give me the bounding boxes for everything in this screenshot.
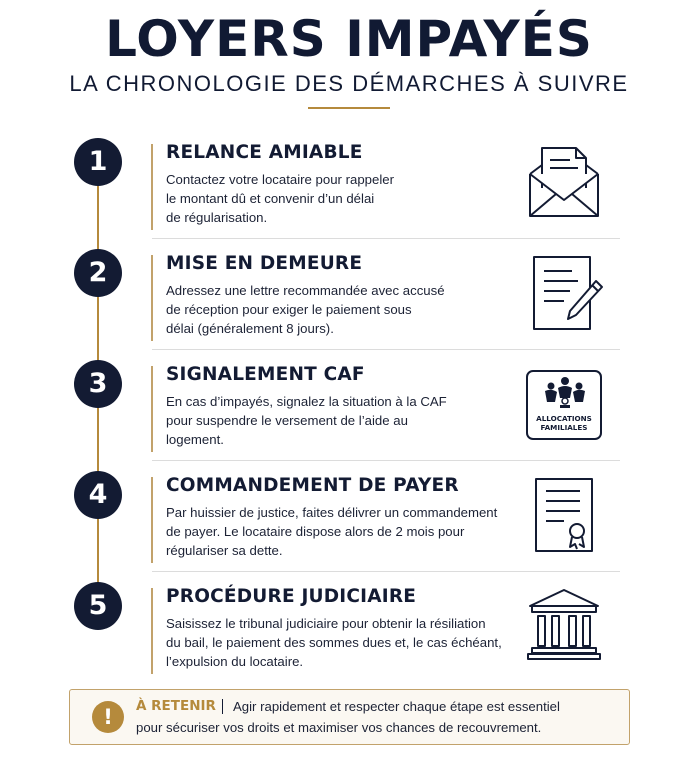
step-accent-bar: [151, 366, 153, 452]
step-separator: [152, 571, 620, 572]
step-description-line: de payer. Le locataire dispose alors de 2 mois pour: [166, 524, 465, 539]
title-divider: [308, 107, 390, 109]
page-title: LOYERS IMPAYÉS: [105, 10, 593, 68]
step-accent-bar: [151, 144, 153, 230]
step-accent-bar: [151, 588, 153, 674]
step-description-line: pour suspendre le versement de l’aide au: [166, 413, 408, 428]
step-description-line: régulariser sa dette.: [166, 543, 283, 558]
certificate-icon: [520, 475, 608, 555]
step-title: PROCÉDURE JUDICIAIRE: [166, 586, 417, 607]
step-2: [0, 247, 698, 358]
step-accent-bar: [151, 477, 153, 563]
step-description: [166, 392, 486, 449]
step-description-line: logement.: [166, 432, 224, 447]
caf-logo-icon: [526, 370, 602, 440]
courthouse-icon: [520, 586, 608, 666]
step-description-line: l’expulsion du locataire.: [166, 654, 304, 669]
caf-logo-line: FAMILIALES: [540, 423, 588, 432]
step-accent-bar: [151, 255, 153, 341]
callout-text-line: pour sécuriser vos droits et maximiser vos chances de recouvrement.: [136, 720, 542, 735]
step-description: [166, 614, 502, 671]
step-description-line: Par huissier de justice, faites délivrer un commandement: [166, 505, 498, 520]
step-title: SIGNALEMENT CAF: [166, 364, 365, 385]
step-number-badge: 5: [74, 582, 122, 630]
callout-label: À RETENIR: [136, 698, 216, 714]
step-number-badge: 3: [74, 360, 122, 408]
step-separator: [152, 349, 620, 350]
step-3: [0, 358, 698, 469]
step-description: [166, 503, 498, 560]
step-title: MISE EN DEMEURE: [166, 253, 363, 274]
step-description-line: Adressez une lettre recommandée avec accusé: [166, 283, 445, 298]
step-description: [166, 170, 486, 227]
step-description-line: Contactez votre locataire pour rappeler: [166, 172, 394, 187]
step-description-line: Saisissez le tribunal judiciaire pour obtenir la résiliation: [166, 616, 486, 631]
caf-logo-text: [528, 414, 600, 432]
page-subtitle: LA CHRONOLOGIE DES DÉMARCHES À SUIVRE: [69, 71, 629, 96]
step-5: [0, 580, 698, 691]
step-4: [0, 469, 698, 580]
step-separator: [152, 238, 620, 239]
step-description-line: délai (généralement 8 jours).: [166, 321, 334, 336]
step-number-badge: 1: [74, 138, 122, 186]
callout-text-line: Agir rapidement et respecter chaque étape est essentiel: [233, 699, 560, 714]
step-description-line: de réception pour exiger le paiement sous: [166, 302, 412, 317]
exclamation-icon: !: [92, 701, 124, 733]
document-pen-icon: [520, 253, 608, 333]
step-description-line: En cas d’impayés, signalez la situation à la CAF: [166, 394, 447, 409]
key-takeaway-callout: [69, 689, 630, 745]
callout-divider: [222, 699, 223, 714]
caf-logo-line: ALLOCATIONS: [536, 414, 592, 423]
step-description-line: le montant dû et convenir d’un délai: [166, 191, 375, 206]
step-1: [0, 136, 698, 247]
family-figures-icon: [542, 376, 588, 410]
step-number-badge: 4: [74, 471, 122, 519]
step-number-badge: 2: [74, 249, 122, 297]
step-title: COMMANDEMENT DE PAYER: [166, 475, 459, 496]
step-description-line: de régularisation.: [166, 210, 268, 225]
step-title: RELANCE AMIABLE: [166, 142, 363, 163]
step-description: [166, 281, 486, 338]
envelope-letter-icon: [520, 144, 608, 224]
step-description-line: du bail, le paiement des sommes dues et, le cas échéant,: [166, 635, 502, 650]
step-separator: [152, 460, 620, 461]
